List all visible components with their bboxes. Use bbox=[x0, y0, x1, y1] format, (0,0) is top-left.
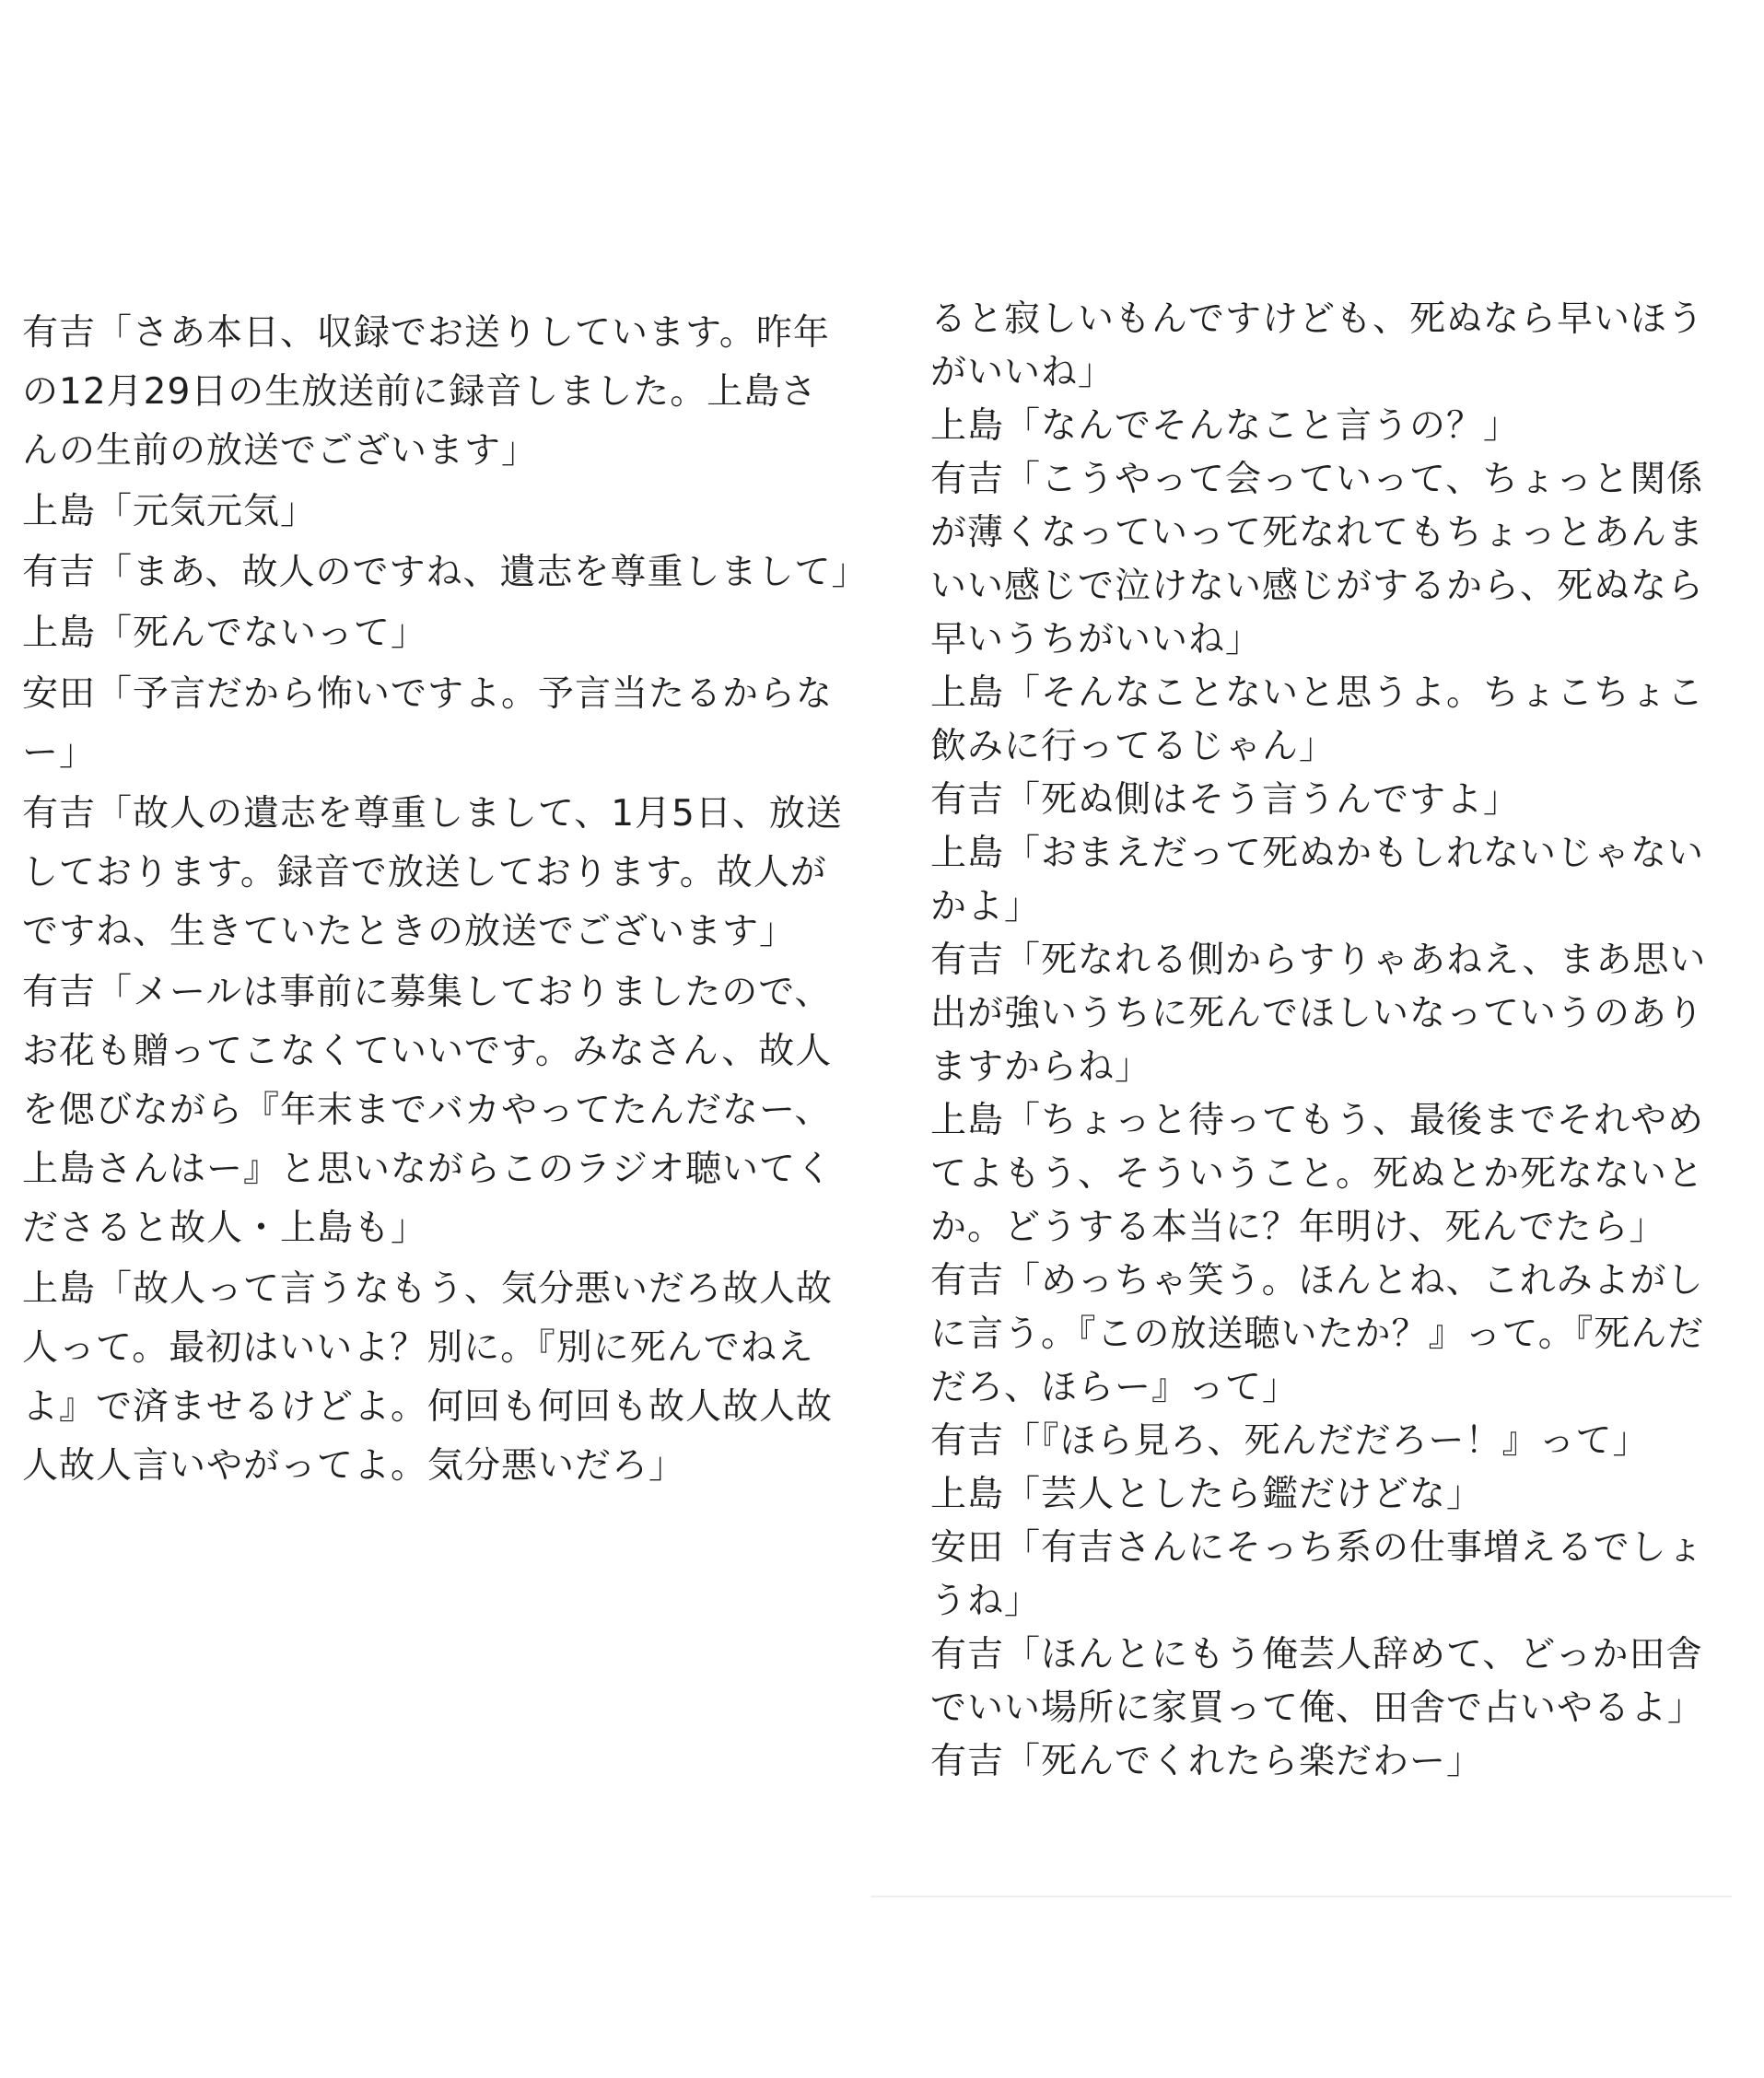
transcript-line: 有吉「故人の遺志を尊重しまして、1月5日、放送しております。録音で放送しております。故人がですね、生きていたときの放送でございます」 bbox=[22, 793, 843, 952]
transcript-line: 安田「有吉さんにそっち系の仕事増えるでしょうね」 bbox=[930, 1527, 1704, 1622]
transcript-line: 有吉「死んでくれたら楽だわー」 bbox=[930, 1741, 1484, 1782]
transcript-line: 上島「芸人としたら鑑だけどな」 bbox=[930, 1474, 1484, 1515]
transcript-line: 上島「おまえだって死ぬかもしれないじゃないかよ」 bbox=[930, 833, 1705, 928]
left-transcript-column bbox=[22, 304, 869, 1498]
right-transcript-column bbox=[930, 293, 1736, 1789]
transcript-line: 有吉「死なれる側からすりゃあねえ、まあ思い出が強いうちに死んでほしいなっていうのありますからね」 bbox=[930, 940, 1707, 1088]
transcript-line: 安田「予言だから怖いですよ。予言当たるからなー」 bbox=[22, 673, 834, 774]
transcript-line: 有吉「『ほら見ろ、死んだだろー！』って」 bbox=[930, 1420, 1650, 1462]
transcript-line: 上島「なんでそんなこと言うの？」 bbox=[930, 405, 1521, 447]
transcript-line: ると寂しいもんですけども、死ぬなら早いほうがいいね」 bbox=[930, 298, 1705, 393]
transcript-line: 上島「そんなことないと思うよ。ちょこちょこ飲みに行ってるじゃん」 bbox=[930, 672, 1705, 767]
transcript-line: 有吉「ほんとにもう俺芸人辞めて、どっか田舎でいい場所に家買って俺、田舎で占いやるよ」 bbox=[930, 1634, 1705, 1729]
transcript-line: 上島「ちょっと待ってもう、最後までそれやめてよもう、そういうこと。死ぬとか死なないとか。どうする本当に？年明け、死んでたら」 bbox=[930, 1100, 1705, 1248]
transcript-line: 有吉「めっちゃ笑う。ほんとね、これみよがしに言う。『この放送聴いたか？』って。『死んだだろ、ほらー』って」 bbox=[930, 1260, 1705, 1408]
transcript-line: 上島「故人って言うなもう、気分悪いだろ故人故人って。最初はいいよ？別に。『別に死んでねえよ』で済ませるけどよ。何回も何回も故人故人故人故人言いやがってよ。気分悪いだろ」 bbox=[22, 1268, 834, 1487]
transcript-line: 有吉「まあ、故人のですね、遺志を尊重しまして」 bbox=[22, 552, 869, 593]
panel-bottom-divider bbox=[870, 1896, 1732, 1897]
transcript-line: 上島「死んでないって」 bbox=[22, 613, 428, 654]
transcript-line: 有吉「さあ本日、収録でお送りしています。昨年の12月29日の生放送前に録音しました。上島さんの生前の放送でございます」 bbox=[22, 312, 830, 472]
transcript-line: 上島「元気元気」 bbox=[22, 491, 318, 532]
transcript-line: 有吉「メールは事前に募集しておりましたので、お花も贈ってこなくていいです。みなさん、故人を偲びながら『年末までバカやってたんだなー、上島さんはー』と思いながらこのラジオ聴いてくださると故人・上島も」 bbox=[22, 972, 834, 1249]
transcript-line: 有吉「死ぬ側はそう言うんですよ」 bbox=[930, 779, 1521, 821]
transcript-line: 有吉「こうやって会っていって、ちょっと関係が薄くなっていって死なれてもちょっとあんまいい感じで泣けない感じがするから、死ぬなら早いうちがいいね」 bbox=[930, 459, 1705, 660]
